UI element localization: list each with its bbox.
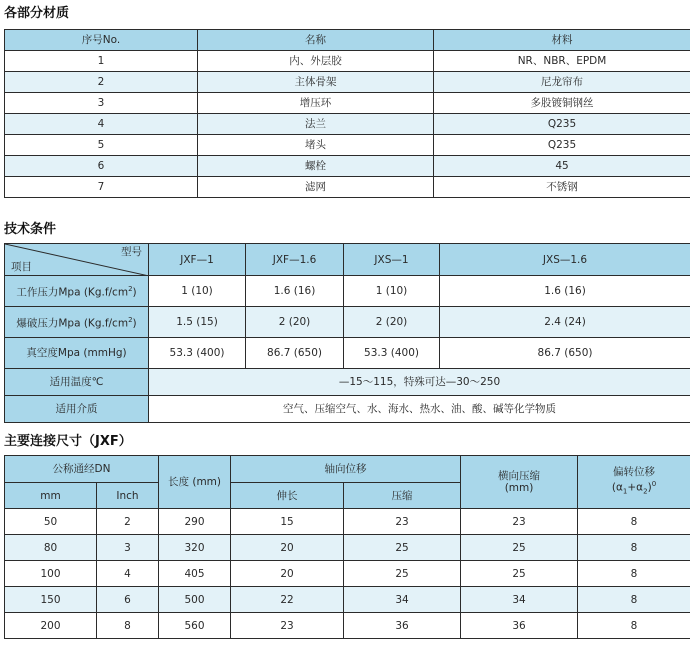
materials-header-row xyxy=(5,30,690,51)
cell: 3 xyxy=(97,535,159,561)
header-dn: 公称通经DN xyxy=(5,456,159,483)
cell: 2 (20) xyxy=(344,307,440,338)
cell: 15 xyxy=(231,509,344,535)
header-lateral xyxy=(461,456,578,509)
materials-header-no: 序号No. xyxy=(5,30,198,51)
cell: 4 xyxy=(97,561,159,587)
table-row xyxy=(5,114,690,135)
cell: 主体骨架 xyxy=(198,72,434,93)
label-sup: 2 xyxy=(128,316,133,325)
cell: 25 xyxy=(344,535,461,561)
cell: 2 xyxy=(97,509,159,535)
header-mm: mm xyxy=(5,483,97,509)
corner-model-label: 型号 xyxy=(121,246,142,258)
cell: 2 xyxy=(5,72,198,93)
cell: 50 xyxy=(5,509,97,535)
cell: 多股镀铜钢丝 xyxy=(434,93,690,114)
cell: 8 xyxy=(578,509,690,535)
dims-table xyxy=(4,455,690,639)
table-row xyxy=(5,509,690,535)
cell: 23 xyxy=(231,613,344,639)
row-label xyxy=(5,276,149,307)
cell: 增压环 xyxy=(198,93,434,114)
label-tail: ) xyxy=(132,286,137,299)
cell: 560 xyxy=(159,613,231,639)
formula-sup: 0 xyxy=(651,480,657,489)
table-row xyxy=(5,369,690,396)
cell: 法兰 xyxy=(198,114,434,135)
cell: 36 xyxy=(461,613,578,639)
cell: 25 xyxy=(344,561,461,587)
formula-part: (α xyxy=(611,481,623,494)
materials-table xyxy=(4,29,690,198)
cell: 34 xyxy=(344,587,461,613)
table-row xyxy=(5,72,690,93)
model-header: JXF—1.6 xyxy=(246,244,344,276)
cell: 1.5 (15) xyxy=(149,307,246,338)
cell: 8 xyxy=(578,587,690,613)
label-text: 工作压力Mpa (Kg.f/cm xyxy=(16,286,129,299)
cell: 25 xyxy=(461,561,578,587)
tech-header-row xyxy=(5,244,690,276)
cell: 53.3 (400) xyxy=(149,338,246,369)
cell: 45 xyxy=(434,156,690,177)
cell: 不锈钢 xyxy=(434,177,690,198)
table-row xyxy=(5,93,690,114)
label-tail: ) xyxy=(132,317,137,330)
cell: 150 xyxy=(5,587,97,613)
cell: 500 xyxy=(159,587,231,613)
row-label: 真空度Mpa (mmHg) xyxy=(5,338,149,369)
cell: 23 xyxy=(344,509,461,535)
cell: 8 xyxy=(578,535,690,561)
header-deflect-formula xyxy=(578,478,690,498)
table-row xyxy=(5,396,690,423)
header-length: 长度 (mm) xyxy=(159,456,231,509)
cell: 6 xyxy=(5,156,198,177)
cell: 405 xyxy=(159,561,231,587)
formula-sub: 1 xyxy=(622,487,628,496)
table-row xyxy=(5,535,690,561)
cell: 80 xyxy=(5,535,97,561)
header-compress: 压缩 xyxy=(344,483,461,509)
cell: 2.4 (24) xyxy=(440,307,690,338)
cell: 4 xyxy=(5,114,198,135)
cell: 25 xyxy=(461,535,578,561)
cell: Q235 xyxy=(434,114,690,135)
corner-item-label: 项目 xyxy=(11,261,32,273)
table-row xyxy=(5,51,690,72)
cell: 86.7 (650) xyxy=(246,338,344,369)
header-inch: Inch xyxy=(97,483,159,509)
formula-part: +α xyxy=(627,481,644,494)
header-axial: 轴向位移 xyxy=(231,456,461,483)
header-lateral-label: 横向压缩 xyxy=(498,470,541,482)
table-row xyxy=(5,156,690,177)
materials-header-material: 材料 xyxy=(434,30,690,51)
cell: 290 xyxy=(159,509,231,535)
cell: 34 xyxy=(461,587,578,613)
materials-header-name: 名称 xyxy=(198,30,434,51)
cell: 螺栓 xyxy=(198,156,434,177)
cell: 8 xyxy=(97,613,159,639)
header-deflect xyxy=(578,456,690,509)
cell: 1.6 (16) xyxy=(246,276,344,307)
cell: 20 xyxy=(231,561,344,587)
header-lateral-unit: (mm) xyxy=(504,482,534,494)
cell: NR、NBR、EPDM xyxy=(434,51,690,72)
cell: 1 (10) xyxy=(149,276,246,307)
cell: 23 xyxy=(461,509,578,535)
cell: 22 xyxy=(231,587,344,613)
label-sup: 2 xyxy=(128,285,133,294)
cell: 320 xyxy=(159,535,231,561)
cell: 内、外层胶 xyxy=(198,51,434,72)
cell: Q235 xyxy=(434,135,690,156)
cell: 滤网 xyxy=(198,177,434,198)
dims-header-row-1 xyxy=(5,456,690,483)
model-header: JXF—1 xyxy=(149,244,246,276)
cell: 200 xyxy=(5,613,97,639)
medium-label: 适用介质 xyxy=(5,396,149,423)
table-row xyxy=(5,307,690,338)
medium-value: 空气、压缩空气、水、海水、热水、油、酸、碱等化学物质 xyxy=(149,396,690,423)
model-header: JXS—1.6 xyxy=(440,244,690,276)
cell: 86.7 (650) xyxy=(440,338,690,369)
tech-table xyxy=(4,243,690,423)
cell: 36 xyxy=(344,613,461,639)
cell: 堵头 xyxy=(198,135,434,156)
cell: 8 xyxy=(578,613,690,639)
label-text: 爆破压力Mpa (Kg.f/cm xyxy=(16,317,129,330)
tech-corner-cell xyxy=(5,244,149,276)
cell: 2 (20) xyxy=(246,307,344,338)
cell: 5 xyxy=(5,135,198,156)
dims-title: 主要连接尺寸（JXF） xyxy=(4,434,132,449)
cell: 8 xyxy=(578,561,690,587)
cell: 20 xyxy=(231,535,344,561)
formula-part: ) xyxy=(647,481,652,494)
temp-label: 适用温度℃ xyxy=(5,369,149,396)
model-header: JXS—1 xyxy=(344,244,440,276)
header-extend: 伸长 xyxy=(231,483,344,509)
cell: 尼龙帘布 xyxy=(434,72,690,93)
table-row xyxy=(5,587,690,613)
cell: 7 xyxy=(5,177,198,198)
table-row xyxy=(5,276,690,307)
temp-value: —15～115，特殊可达—30～250 xyxy=(149,369,690,396)
table-row xyxy=(5,561,690,587)
cell: 53.3 (400) xyxy=(344,338,440,369)
table-row xyxy=(5,613,690,639)
table-row xyxy=(5,135,690,156)
materials-title: 各部分材质 xyxy=(4,6,70,21)
cell: 3 xyxy=(5,93,198,114)
header-deflect-label: 偏转位移 xyxy=(613,466,656,479)
cell: 1 (10) xyxy=(344,276,440,307)
cell: 1.6 (16) xyxy=(440,276,690,307)
tech-title: 技术条件 xyxy=(4,222,57,237)
cell: 100 xyxy=(5,561,97,587)
table-row xyxy=(5,338,690,369)
cell: 6 xyxy=(97,587,159,613)
cell: 1 xyxy=(5,51,198,72)
row-label xyxy=(5,307,149,338)
formula-sub: 2 xyxy=(643,487,648,496)
table-row xyxy=(5,177,690,198)
